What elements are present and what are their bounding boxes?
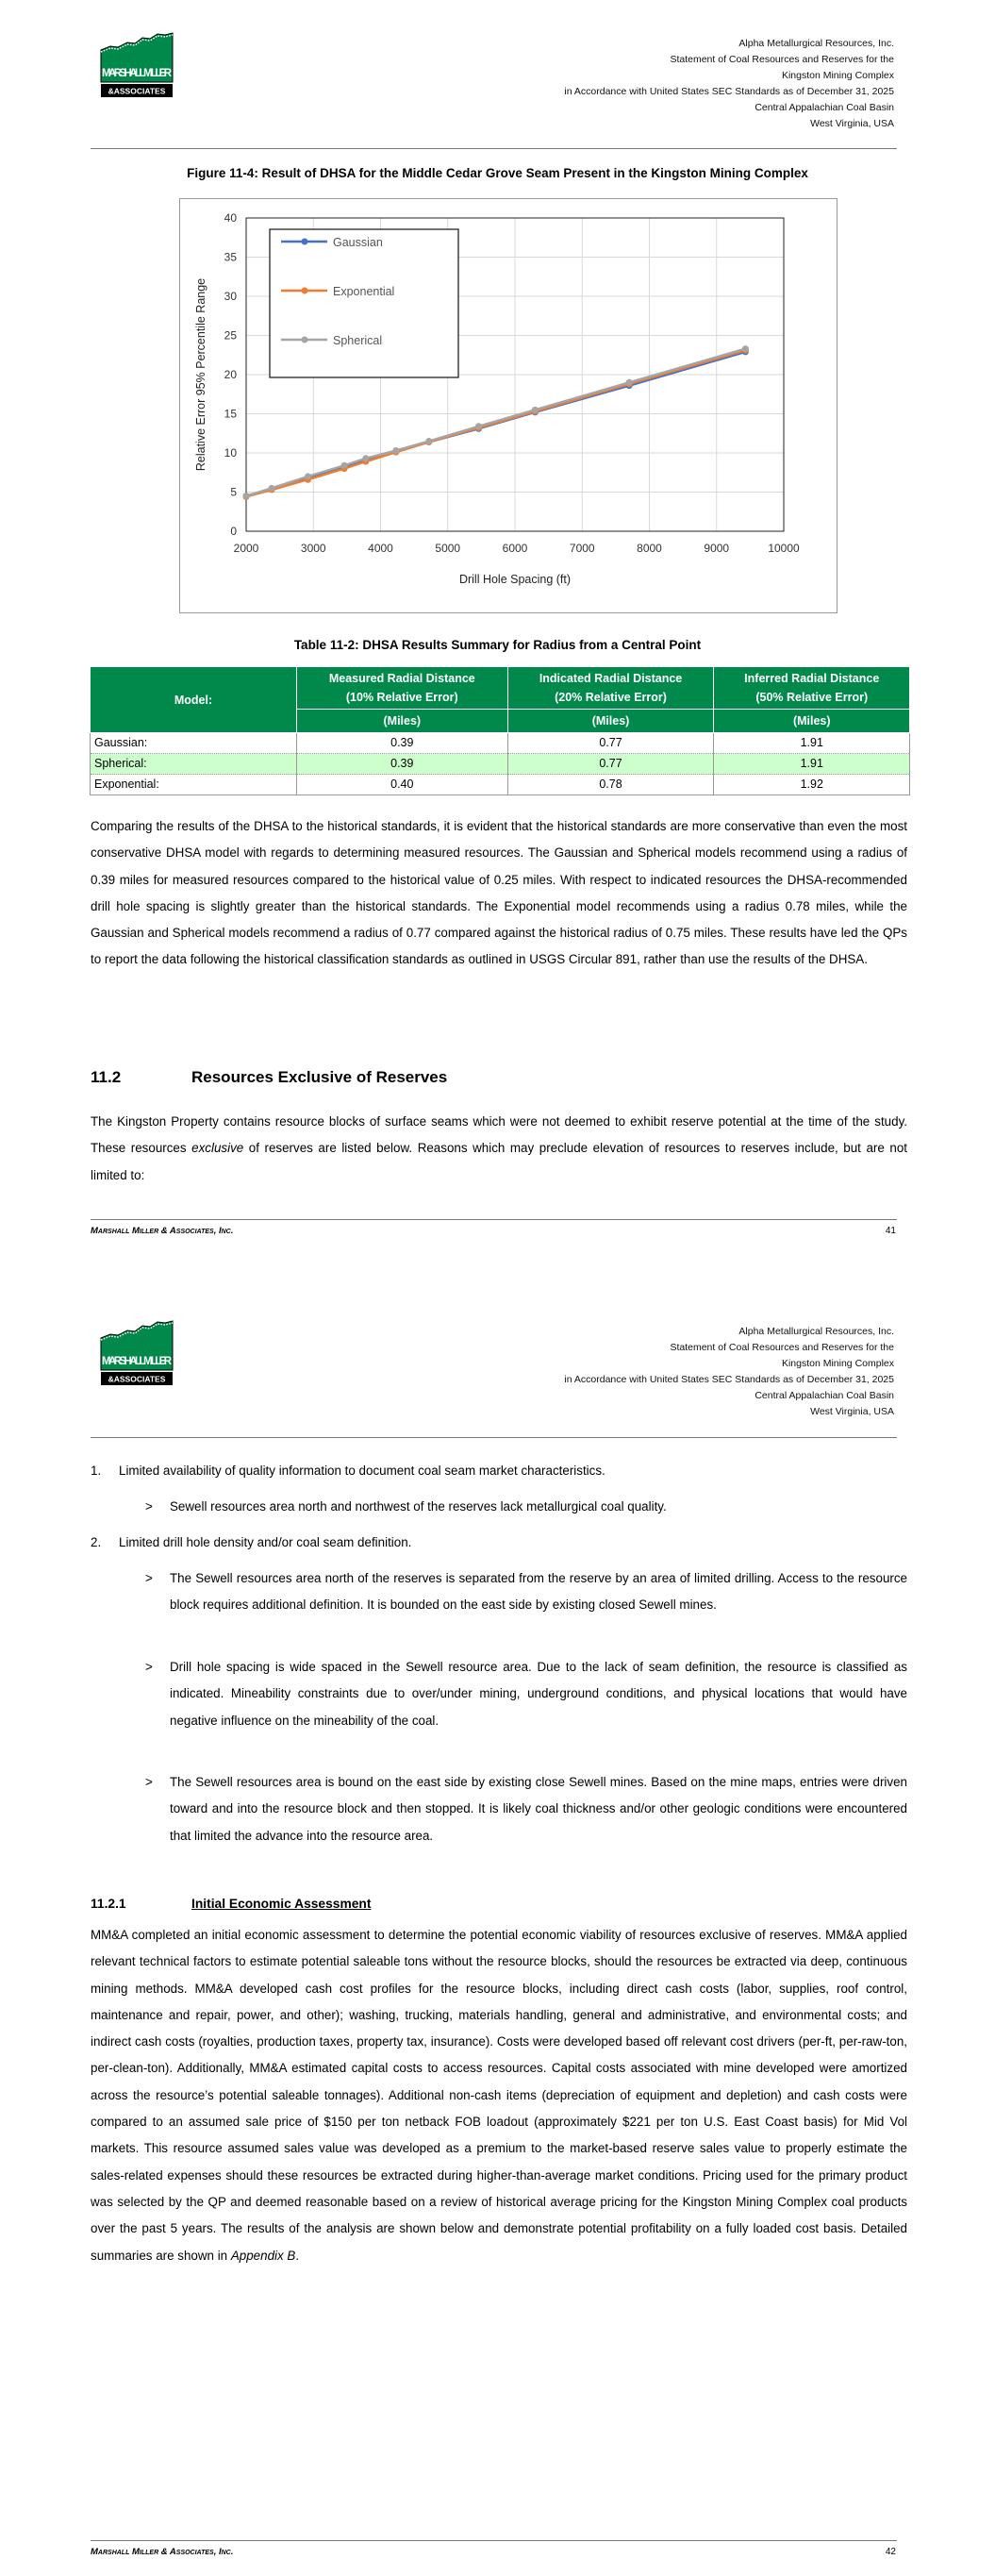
header-line: Central Appalachian Coal Basin bbox=[755, 102, 894, 113]
column-header-model: Model: bbox=[91, 667, 297, 733]
x-tick-label: 7000 bbox=[569, 542, 595, 555]
data-point-spherical bbox=[425, 438, 432, 444]
data-point-spherical bbox=[475, 423, 482, 429]
company-logo bbox=[99, 1319, 174, 1387]
unit-header: (Miles) bbox=[297, 710, 508, 733]
y-tick-label: 20 bbox=[224, 368, 237, 381]
value-cell: 1.92 bbox=[714, 775, 910, 795]
x-tick-label: 8000 bbox=[637, 542, 662, 555]
y-axis-title: Relative Error 95% Percentile Range bbox=[194, 277, 207, 472]
value-cell: 0.39 bbox=[297, 733, 508, 754]
x-tick-label: 9000 bbox=[704, 542, 730, 555]
y-tick-label: 40 bbox=[224, 211, 237, 225]
figure-caption: Figure 11-4: Result of DHSA for the Middle Cedar Grove Seam Present in the Kingston Mining Complex bbox=[187, 166, 808, 180]
data-point-spherical bbox=[362, 455, 369, 461]
x-tick-label: 10000 bbox=[768, 542, 800, 555]
svg-text:MARSHALL MILLER: MARSHALL MILLER bbox=[102, 68, 172, 79]
data-point-spherical bbox=[269, 485, 275, 492]
dhsa-line-chart bbox=[180, 199, 837, 612]
footer-company: Marshall Miller & Associates, Inc. bbox=[91, 2547, 234, 2557]
list-item: 1. Limited availability of quality information to document coal seam market characteristics. bbox=[91, 1464, 605, 1478]
table-caption: Table 11-2: DHSA Results Summary for Radius from a Central Point bbox=[293, 638, 702, 652]
x-tick-label: 2000 bbox=[233, 542, 259, 555]
value-cell: 0.40 bbox=[297, 775, 508, 795]
x-tick-label: 4000 bbox=[368, 542, 393, 555]
legend-marker-exponential bbox=[302, 288, 308, 294]
unit-header: (Miles) bbox=[507, 710, 714, 733]
header-line: West Virginia, USA bbox=[810, 1406, 894, 1417]
svg-text:&ASSOCIATES: &ASSOCIATES bbox=[108, 1374, 166, 1384]
footer-divider bbox=[91, 2540, 897, 2541]
sub-list-item: > The Sewell resources area north of the reserves is separated from the reserve by an area of limited drilling. Access to the resource block requires additional definition. It is bounded on the east side by existing closed Sewell mines. bbox=[145, 1571, 907, 1613]
header-line: in Accordance with United States SEC Standards as of December 31, 2025 bbox=[564, 1374, 894, 1385]
page-42 bbox=[0, 1288, 995, 2576]
footer-company: Marshall Miller & Associates, Inc. bbox=[91, 1226, 234, 1236]
table-row bbox=[91, 754, 910, 775]
data-point-spherical bbox=[532, 407, 539, 413]
table-row bbox=[91, 775, 910, 795]
model-cell: Exponential: bbox=[91, 775, 297, 795]
svg-text:&ASSOCIATES: &ASSOCIATES bbox=[108, 86, 166, 96]
x-axis-title: Drill Hole Spacing (ft) bbox=[458, 573, 572, 586]
dhsa-results-table bbox=[90, 666, 910, 795]
header-line: Statement of Coal Resources and Reserves for the bbox=[670, 54, 894, 65]
header-line: Central Appalachian Coal Basin bbox=[755, 1390, 894, 1401]
paragraph-dhsa-comparison: Comparing the results of the DHSA to the historical standards, it is evident that the historical standards are more conservative than even the most conservative DHSA model with regards to determining measured resources. The Gaussian and Spherical models recommend using a radius of 0.39 miles for measured resources compared to the historical value of 0.25 miles. With respect to indicated resources the DHSA-recommended drill hole spacing is slightly greater than the historical standards. The Exponential model recommends using a radius 0.78 miles, while the Gaussian and Spherical models recommend a radius of 0.77 compared against the historical radius of 0.75 miles. These results have led the QPs to report the data following the historical classification standards as outlined in USGS Circular 891, rather than use the results of the DHSA. bbox=[91, 819, 907, 967]
column-header-indicated: Indicated Radial Distance (20% Relative Error) bbox=[507, 667, 714, 710]
legend-label: Gaussian bbox=[333, 236, 383, 249]
chart-frame bbox=[179, 198, 837, 613]
header-line: Alpha Metallurgical Resources, Inc. bbox=[738, 1326, 894, 1337]
value-cell: 0.77 bbox=[507, 733, 714, 754]
column-header-measured: Measured Radial Distance (10% Relative Error) bbox=[297, 667, 508, 710]
unit-header: (Miles) bbox=[714, 710, 910, 733]
legend-marker-gaussian bbox=[302, 239, 308, 245]
y-tick-label: 5 bbox=[230, 485, 237, 499]
header-divider bbox=[91, 148, 897, 149]
value-cell: 1.91 bbox=[714, 754, 910, 775]
footer-divider bbox=[91, 1219, 897, 1220]
company-logo bbox=[99, 31, 174, 99]
sub-list-item: > Sewell resources area north and northwest of the reserves lack metallurgical coal quality. bbox=[145, 1499, 667, 1514]
sub-list-item: > Drill hole spacing is wide spaced in the Sewell resource area. Due to the lack of seam definition, the resource is classified as indicated. Mineability constraints due to over/under mining, underground conditions, and physical locations that would have negative influence on the mineability of the coal. bbox=[145, 1660, 907, 1728]
header-line: Kingston Mining Complex bbox=[781, 1358, 894, 1369]
y-tick-label: 0 bbox=[230, 525, 237, 538]
column-header-inferred: Inferred Radial Distance (50% Relative Error) bbox=[714, 667, 910, 710]
document-header bbox=[564, 36, 894, 132]
x-tick-label: 6000 bbox=[502, 542, 528, 555]
x-tick-label: 3000 bbox=[300, 542, 326, 555]
legend-box bbox=[270, 229, 458, 377]
page-number: 41 bbox=[885, 1226, 896, 1236]
value-cell: 1.91 bbox=[714, 733, 910, 754]
data-point-spherical bbox=[392, 447, 399, 454]
data-point-spherical bbox=[243, 493, 250, 499]
header-line: Statement of Coal Resources and Reserves for the bbox=[670, 1342, 894, 1353]
header-line: in Accordance with United States SEC Standards as of December 31, 2025 bbox=[564, 86, 894, 97]
data-point-spherical bbox=[341, 462, 348, 469]
page-number: 42 bbox=[885, 2547, 896, 2557]
legend-marker-spherical bbox=[302, 337, 308, 343]
y-tick-label: 15 bbox=[224, 407, 237, 421]
header-divider bbox=[91, 1437, 897, 1438]
data-point-spherical bbox=[305, 473, 311, 479]
legend-label: Spherical bbox=[333, 334, 383, 347]
subsection-heading: 11.2.1 Initial Economic Assessment bbox=[91, 1897, 372, 1911]
value-cell: 0.77 bbox=[507, 754, 714, 775]
legend-label: Exponential bbox=[333, 285, 395, 298]
list-item: 2. Limited drill hole density and/or coal seam definition. bbox=[91, 1535, 412, 1549]
document-header bbox=[564, 1324, 894, 1420]
section-heading: 11.2 Resources Exclusive of Reserves bbox=[91, 1068, 448, 1086]
model-cell: Gaussian: bbox=[91, 733, 297, 754]
x-tick-label: 5000 bbox=[435, 542, 461, 555]
y-tick-label: 30 bbox=[224, 290, 237, 303]
paragraph-economic-assessment: MM&A completed an initial economic assessment to determine the potential economic viability of resources exclusive of reserves. MM&A applied relevant technical factors to estimate potential saleable tons without the resource blocks, should the resources be extracted via deep, continuous mining methods. MM&A developed cash cost profiles for the resource blocks, including direct cash costs (labor, supplies, roof control, maintenance and repair, power, and other); washing, trucking, materials handling, general and administrative, and environmental costs; and indirect cash costs (royalties, production taxes, property tax, insurance). Costs were developed based off relevant cost drivers (per-ft, per-raw-ton, per-clean-ton). Additionally, MM&A estimated capital costs to access resources. Capital costs associated with mine developed were amortized across the resource’s potential saleable tonnages). Additional non-cash items (depreciation of equipment and depletion) and cash costs were compared to an assumed sale price of $150 per ton netback FOB loadout (approximately $221 per ton U.S. East Coast basis) for Mid Vol markets. This resource assumed sales value was developed as a premium to the market-based reserve sales value to properly estimate the sales-related expenses should these resources be extracted during higher-than-average market conditions. Pricing used for the primary product was selected by the QP and deemed reasonable based on a review of historical average pricing for the Kingston Mining Complex coal products over the past 5 years. The results of the analysis are shown below and demonstrate potential profitability on a fully loaded cost basis. Detailed summaries are shown in Appendix B. bbox=[91, 1928, 907, 2263]
value-cell: 0.39 bbox=[297, 754, 508, 775]
y-tick-label: 35 bbox=[224, 250, 237, 264]
header-line: West Virginia, USA bbox=[810, 118, 894, 129]
paragraph-resources-exclusive: The Kingston Property contains resource blocks of surface seams which were not deemed to exhibit reserve potential at the time of the study. These resources exclusive of reserves are listed below. Reasons which may preclude elevation of resources to reserves include, but are not limited to: bbox=[91, 1114, 908, 1182]
y-tick-label: 10 bbox=[224, 446, 237, 460]
header-line: Alpha Metallurgical Resources, Inc. bbox=[738, 38, 894, 49]
data-point-spherical bbox=[742, 345, 749, 352]
data-point-spherical bbox=[626, 379, 633, 386]
model-cell: Spherical: bbox=[91, 754, 297, 775]
sub-list-item: > The Sewell resources area is bound on the east side by existing close Sewell mines. Based on the mine maps, entries were driven toward and into the resource block and then stopped. It is likely coal thickness and/or other geologic conditions were encountered that limited the advance into the resource area. bbox=[145, 1775, 907, 1843]
svg-text:MARSHALL MILLER: MARSHALL MILLER bbox=[102, 1356, 172, 1367]
table-row bbox=[91, 733, 910, 754]
header-line: Kingston Mining Complex bbox=[781, 70, 894, 81]
value-cell: 0.78 bbox=[507, 775, 714, 795]
y-tick-label: 25 bbox=[224, 328, 237, 343]
